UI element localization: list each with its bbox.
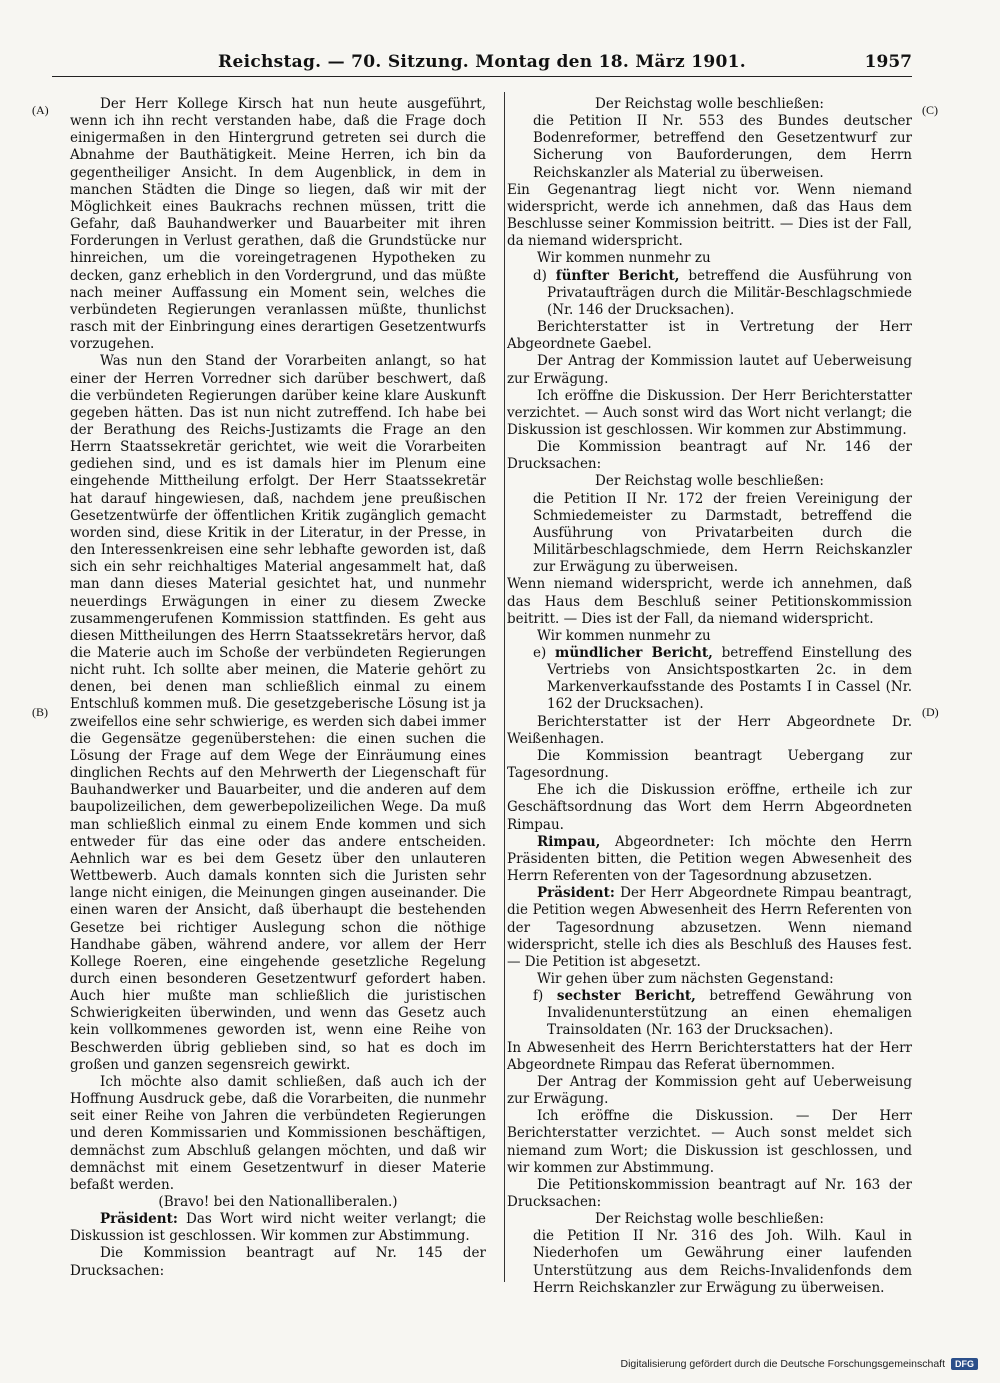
- paragraph-text: Das Wort wird nicht weiter verlangt; die Diskussion ist geschlossen. Wir kommen zur Abstimmung.: [70, 1211, 486, 1245]
- footer: [620, 1358, 978, 1370]
- paragraph-text: betreffend die Ausführung von Privataufträgen durch die Militär-Beschlagschmiede (Nr. 146 der Drucksachen).: [547, 267, 912, 318]
- paragraph: [507, 834, 912, 885]
- paragraph-text: Der Herr Abgeordnete Rimpau beantragt, die Petition wegen Abwesenheit des Herrn Referenten von der Tagesordnung abzusetzen. Wenn niemand widerspricht, stelle ich dies als Beschluß des Hauses fest. — Die Petition ist abgesetzt.: [507, 885, 912, 970]
- footer-text: Digitalisierung gefördert durch die Deutsche Forschungsgemeinschaft: [620, 1358, 945, 1370]
- paragraph: [507, 96, 912, 113]
- paragraph: [70, 353, 486, 1074]
- paragraph-text: Der Antrag der Kommission lautet auf Ueberweisung zur Erwägung.: [507, 353, 912, 387]
- header-title: Reichstag. — 70. Sitzung. Montag den 18. März 1901.: [218, 52, 746, 72]
- paragraph: [533, 268, 912, 319]
- paragraph: [507, 439, 912, 473]
- paragraph-text: Was nun den Stand der Vorarbeiten anlangt, so hat einer der Herren Vorredner sich darüber beschwert, daß die verbündeten Regierungen darüber keine klare Auskunft gegeben hätten. Das ist nun nicht zutreffend. Ich habe bei der Berathung des Reichs-Justizamts die Frage an den Herrn Staatssekretär gerichtet, wie weit die Vorarbeiten gediehen sind, und es ist damals hier im Plenum eine eingehende Mittheilung erfolgt. Der Herr Staatssekretär hat darauf hingewiesen, daß, nachdem jene preußischen Gesetzentwürfe der öffentlichen Kritik zugänglich gemacht worden sind, diese Kritik in der Literatur, in der Presse, in den Interessenkreisen eine sehr lebhafte geworden ist, daß sich ein sehr reichhaltiges Material angesammelt hat, daß man dann dieses Material gesichtet hat, und nunmehr neuerdings Erwägungen in einer zu diesem Zwecke zusammengerufenen Kommission stattfinden. Es geht aus diesen Mittheilungen des Herrn Staatssekretärs hervor, daß die Materie auch im Schoße der verbündeten Regierungen nicht ruht. Ich sollte aber meinen, die Materie gehört zu denen, bei denen man schließlich einmal zu einem Entschluß kommen muß. Die gesetzgeberische Lösung ist ja zweifellos eine sehr schwierige, es werden sich dabei immer die Gegensätze gegenüberstehen: die einen suchen die Lösung der Frage auf dem Wege der Einräumung eines dinglichen Rechts auf den Mehrwerth der Liegenschaft für Bauhandwerker und Bauarbeiter, und die anderen auf dem baupolizeilichen, dem gewerbepolizeilichen Wege. Da muß man schließlich einmal zu einem Ende kommen und sich entweder für das eine oder das andere entscheiden. Aehnlich war es bei dem Gesetz über den unlauteren Wettbewerb. Auch damals konnten sich die Juristen sehr lange nicht einigen, die Meinungen gingen auseinander. Die einen waren der Ansicht, daß überhaupt die bestehenden Gesetze bei richtiger Auslegung schon die nöthige Handhabe gäben, während andere, vor allem der Herr Kollege Roeren, eine eingehende gesetzliche Regelung durch einen besonderen Gesetzentwurf gefordert haben. Auch hier mußte man schließlich die juristischen Schwierigkeiten überwinden, und wenn das Gesetz auch kein vollkommenes geworden ist, wenn eine Reihe von Beschwerden übrig geblieben sind, so hat es doch im großen und ganzen segensreich gewirkt.: [70, 353, 486, 1073]
- paragraph: [507, 182, 912, 251]
- paragraph-text: Ein Gegenantrag liegt nicht vor. Wenn niemand widerspricht, werde ich annehmen, daß das Haus dem Beschlusse seiner Kommission beitritt. — Dies ist der Fall, da niemand widerspricht.: [507, 181, 912, 250]
- running-header: [52, 50, 912, 77]
- margin-marker-a: (A): [32, 103, 49, 117]
- paragraph-text: Ich eröffne die Diskussion. — Der Herr Berichterstatter verzichtet. — Auch sonst meldet sich niemand zum Wort; die Diskussion ist geschlossen, und wir kommen zur Abstimmung.: [507, 1108, 912, 1176]
- item-label: e): [533, 645, 547, 661]
- page-number: 1957: [864, 52, 912, 72]
- paragraph: [507, 388, 912, 439]
- paragraph-text: Wir kommen nunmehr zu: [537, 250, 711, 267]
- paragraph: [507, 1211, 912, 1228]
- margin-marker-c: (C): [922, 103, 938, 117]
- paragraph-text: Der Reichstag wolle beschließen:: [595, 473, 824, 490]
- margin-marker-d: (D): [922, 705, 939, 719]
- paragraph-text: Die Kommission beantragt auf Nr. 146 der Drucksachen:: [507, 439, 912, 473]
- paragraph: [507, 1108, 912, 1177]
- margin-marker-b: (B): [32, 705, 48, 719]
- paragraph: [507, 885, 912, 971]
- dfg-logo: DFG: [951, 1358, 978, 1370]
- item-title: sechster Bericht,: [556, 988, 696, 1005]
- paragraph-text: Der Reichstag wolle beschließen:: [595, 96, 824, 112]
- paragraph: [533, 1228, 912, 1297]
- paragraph: [70, 1211, 486, 1245]
- paragraph: [507, 250, 912, 267]
- paragraph-text: Ehe ich die Diskussion eröffne, ertheile ich zur Geschäftsordnung das Wort dem Herrn Abgeordneten Rimpau.: [507, 782, 912, 833]
- paragraph: [507, 1074, 912, 1108]
- paragraph: [533, 113, 912, 182]
- paragraph-text: Der Reichstag wolle beschließen:: [595, 1211, 824, 1228]
- paragraph-text: Der Antrag der Kommission geht auf Ueberweisung zur Erwägung.: [507, 1073, 912, 1108]
- item-label: d): [533, 267, 547, 284]
- paragraph: [507, 576, 912, 627]
- paragraph-text: Berichterstatter ist der Herr Abgeordnete Dr. Weißenhagen.: [507, 713, 912, 747]
- paragraph: [507, 971, 912, 988]
- paragraph-text: betreffend Einstellung des Vertriebs von Ansichtspostkarten 2c. in dem Markenverkaufsstande des Postamts I in Cassel (Nr. 162 der Drucksachen).: [547, 645, 912, 713]
- paragraph-text: Berichterstatter ist in Vertretung der Herr Abgeordnete Gaebel.: [507, 319, 912, 353]
- paragraph: [507, 628, 912, 645]
- paragraph: [507, 714, 912, 748]
- item-title: mündlicher Bericht,: [555, 645, 713, 661]
- paragraph-text: Die Kommission beantragt Uebergang zur Tagesordnung.: [507, 747, 912, 782]
- speaker-name: Präsident:: [537, 885, 615, 902]
- item-label: f): [533, 988, 544, 1005]
- paragraph: [70, 1245, 486, 1279]
- right-column: [507, 96, 913, 1296]
- paragraph-text: Der Herr Kollege Kirsch hat nun heute ausgeführt, wenn ich ihn recht verstanden habe, daß die Frage doch einigermaßen in den Hintergrund getreten sei durch die Abnahme der Bauthätigkeit. Meine Herren, ich bin da gegentheiliger Ansicht. In dem Augenblick, in dem in manchen Städten die Dinge so liegen, daß wir mit der Möglichkeit eines Baukrachs rechnen müssen, tritt die Gefahr, daß Bauhandwerker und Bauarbeiter mit ihren Forderungen in Verlust gerathen, daß die Grundstücke nur hinreichen, um die voreingetragenen Hypotheken zu decken, ganz erheblich in den Vordergrund, und das müßte nach meiner Auffassung ein Moment sein, welches die verbündeten Regierungen veranlassen müßte, thunlichst rasch mit der Einbringung eines derartigen Gesetzentwurfs vorzugehen.: [70, 96, 486, 353]
- paragraph-text: die Petition II Nr. 172 der freien Vereinigung der Schmiedemeister zu Darmstadt, betreffend die Ausführung von Privatarbeiten durch die Militärbeschlagschmiede, dem Herrn Reichskanzler zur Erwägung zu überweisen.: [533, 490, 912, 576]
- paragraph-text: Die Kommission beantragt auf Nr. 145 der Drucksachen:: [70, 1245, 486, 1279]
- paragraph-text: Wir kommen nunmehr zu: [537, 627, 711, 644]
- speaker-name: Rimpau,: [537, 833, 601, 850]
- paragraph: [70, 1074, 486, 1194]
- paragraph: [70, 96, 486, 353]
- paragraph-text: die Petition II Nr. 553 des Bundes deutscher Bodenreformer, betreffend den Gesetzentwurf zur Sicherung von Bauforderungen, dem Herrn Reichskanzler als Material zu überweisen.: [533, 113, 912, 181]
- paragraph: [507, 1177, 912, 1211]
- paragraph: [533, 645, 912, 714]
- paragraph: [507, 473, 912, 490]
- paragraph: [507, 353, 912, 387]
- paragraph-text: Abgeordneter: Ich möchte den Herrn Präsidenten bitten, die Petition wegen Abwesenheit des Herrn Referenten von der Tagesordnung abzusetzen.: [507, 833, 912, 885]
- paragraph-text: Wir gehen über zum nächsten Gegenstand:: [537, 970, 834, 987]
- paragraph-text: Wenn niemand widerspricht, werde ich annehmen, daß das Haus dem Beschluß seiner Petitionskommission beitritt. — Dies ist der Fall, da niemand widerspricht.: [507, 576, 912, 627]
- paragraph-text: In Abwesenheit des Herrn Berichterstatters hat der Herr Abgeordnete Rimpau das Referat übernommen.: [507, 1039, 912, 1073]
- paragraph: [507, 782, 912, 833]
- paragraph-text: betreffend Gewährung von Invalidenunterstützung an einen ehemaligen Trainsoldaten (Nr. 163 der Drucksachen).: [547, 988, 913, 1039]
- paragraph: [533, 491, 912, 577]
- paragraph-text: Ich möchte also damit schließen, daß auch ich der Hoffnung Ausdruck gebe, daß die Vorarbeiten, die nunmehr seit einer Reihe von Jahren die verbündeten Regierungen und deren Kommissarien und Kommissionen beschäftigen, demnächst zum Abschluß gelangen möchten, und daß wir demnächst mit einem Gesetzentwurf in dieser Materie befaßt werden.: [70, 1073, 486, 1193]
- column-divider: [504, 92, 505, 1282]
- paragraph: [507, 748, 912, 782]
- left-column: [70, 96, 486, 1286]
- paragraph-text: die Petition II Nr. 316 des Joh. Wilh. Kaul in Niederhofen um Gewährung einer laufenden Unterstützung aus dem Reichs-Invalidenfonds dem Herrn Reichskanzler zur Erwägung zu überweisen.: [533, 1228, 912, 1296]
- paragraph-text: Ich eröffne die Diskussion. Der Herr Berichterstatter verzichtet. — Auch sonst wird das Wort nicht verlangt; die Diskussion ist geschlossen. Wir kommen zur Abstimmung.: [507, 387, 912, 438]
- paragraph: [533, 988, 912, 1039]
- paragraph-text: (Bravo! bei den Nationalliberalen.): [158, 1194, 398, 1210]
- item-title: fünfter Bericht,: [555, 267, 680, 284]
- paragraph: [507, 1040, 912, 1074]
- paragraph: [70, 1194, 486, 1211]
- paragraph: [507, 319, 912, 353]
- speaker-name: Präsident:: [100, 1211, 178, 1228]
- paragraph-text: Die Petitionskommission beantragt auf Nr. 163 der Drucksachen:: [507, 1176, 912, 1210]
